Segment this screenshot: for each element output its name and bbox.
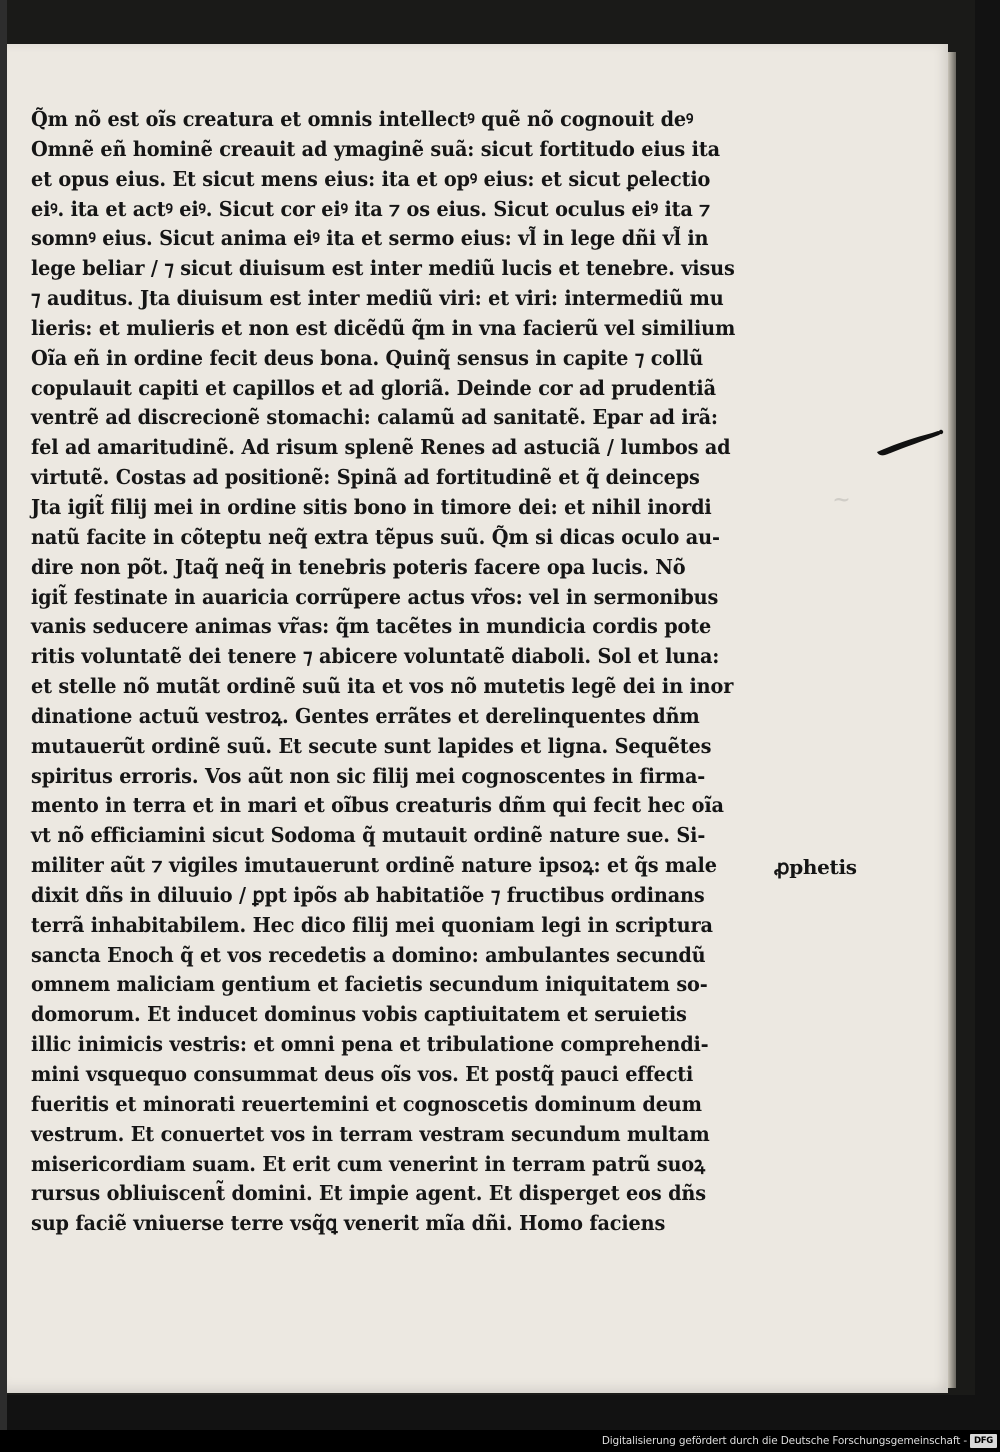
text-line: igit̃ festinate in auaricia corrũpere actus vr̃os: vel in sermonibus	[31, 584, 719, 609]
text-line: dixit dñs in diluuio / ꝑpt ipõs ab habitatiõe ⁊ fructibus ordinans	[31, 882, 705, 907]
text-line: mento in terra et in mari et oĩbus creaturis dñm qui fecit hec oĩa	[31, 793, 724, 818]
text-line: Oĩa eñ in ordine fecit deus bona. Quinq̃ sensus in capite ⁊ collũ	[31, 345, 704, 370]
text-line: et stelle nõ mutãt ordinẽ suũ ita et vos nõ mutetis legẽ dei in inor	[31, 674, 734, 699]
text-line: mini vsquequo consummat deus oĩs vos. Et postq̃ pauci effecti	[31, 1062, 694, 1086]
footer-bar	[0, 1430, 1000, 1452]
text-line: lege beliar / ⁊ sicut diuisum est inter mediũ lucis et tenebre. visus	[31, 256, 735, 281]
text-line: lieris: et mulieris et non est dicẽdũ q̃m in vna facierũ vel similium	[31, 315, 736, 340]
text-line: natũ facite in cõteptu neq̃ extra tẽpus suũ. Q̃m si dicas oculo au-	[31, 524, 720, 549]
text-line: fueritis et minorati reuertemini et cognoscetis dominum deum	[31, 1091, 702, 1116]
text-line: ritis voluntatẽ dei tenere ⁊ abicere voluntatẽ diaboli. Sol et luna:	[31, 644, 720, 669]
text-line: eiꝰ. ita et actꝰ eiꝰ. Sicut cor eiꝰ ita ⁊ os eius. Sicut oculus eiꝰ ita ⁊	[31, 196, 711, 221]
text-line: dire non põt. Jtaq̃ neq̃ in tenebris poteris facere opa lucis. Nõ	[31, 554, 686, 579]
text-line: misericordiam suam. Et erit cum venerint in terram patrũ suoꝝ	[31, 1151, 705, 1176]
text-line: spiritus erroris. Vos aũt non sic filij mei cognoscentes in firma-	[31, 763, 706, 788]
text-line: Jta igit̃ filij mei in ordine sitis bono in timore dei: et nihil inordi	[31, 494, 712, 519]
text-line: et opus eius. Et sicut mens eius: ita et opꝰ eius: et sicut ꝑelectio	[31, 166, 711, 191]
text-line: sup faciẽ vniuerse terre vsq̃ꝗ venerit mĩa dñi. Homo faciens	[31, 1211, 666, 1236]
text-line: Omnẽ eñ hominẽ creauit ad ymaginẽ suã: sicut fortitudo eius ita	[31, 136, 720, 161]
text-line: somnꝰ eius. Sicut anima eiꝰ ita et sermo eius: vl̃ in lege dñi vl̃ in	[31, 226, 709, 251]
printed-text-block	[31, 105, 791, 1239]
funding-notice: Digitalisierung gefördert durch die Deutsche Forschungsgemeinschaft -	[601, 1435, 967, 1447]
margin-note: ꝓphetis	[774, 855, 857, 879]
text-line: vanis seducere animas vr̃as: q̃m tacẽtes in mundicia cordis pote	[31, 614, 712, 639]
text-line: omnem maliciam gentium et facietis secundum iniquitatem so-	[31, 972, 708, 997]
text-line: militer aũt ⁊ vigiles imutauerunt ordinẽ nature ipsoꝝ: et q̃s male	[31, 853, 717, 878]
text-line: ventrẽ ad discrecionẽ stomachi: calamũ ad sanitatẽ. Epar ad irã:	[31, 405, 718, 430]
text-line: rursus obliuiscent̃ domini. Et impie agent. Et disperget eos dñs	[31, 1181, 706, 1206]
text-line: Q̃m nõ est oĩs creatura et omnis intellectꝰ quẽ nõ cognouit deꝰ	[31, 107, 694, 131]
binding-edge	[0, 0, 7, 1452]
page-edge	[948, 52, 956, 1388]
dfg-logo-text: DFG	[974, 1436, 993, 1446]
pointing-hand-mark-icon	[875, 425, 945, 465]
text-line: dinatione actuũ vestroꝝ. Gentes errãtes et derelinquentes dñm	[31, 703, 700, 728]
text-line: domorum. Et inducet dominus vobis captiuitatem et seruietis	[31, 1002, 687, 1027]
text-line: mutauerũt ordinẽ suũ. Et secute sunt lapides et ligna. Sequẽtes	[31, 733, 712, 758]
faint-bleedthrough-mark: ~	[832, 487, 851, 511]
text-line: fel ad amaritudinẽ. Ad risum splenẽ Renes ad astuciã / lumbos ad	[31, 435, 731, 460]
text-line: vestrum. Et conuertet vos in terram vestram secundum multam	[31, 1121, 710, 1146]
text-line: illic inimicis vestris: et omni pena et tribulatione comprehendi-	[31, 1032, 709, 1057]
text-line: sancta Enoch q̃ et vos recedetis a domino: ambulantes secundũ	[31, 942, 706, 967]
text-line: copulauit capiti et capillos et ad gloriã. Deinde cor ad prudentiã	[31, 375, 716, 400]
text-line: ⁊ auditus. Jta diuisum est inter mediũ viri: et viri: intermediũ mu	[31, 286, 724, 311]
dfg-logo	[970, 1434, 997, 1448]
text-line: virtutẽ. Costas ad positionẽ: Spinã ad fortitudinẽ et q̃ deinceps	[31, 465, 700, 490]
text-line: terrã inhabitabilem. Hec dico filij mei quoniam legi in scriptura	[31, 912, 713, 937]
text-line: vt nõ efficiamini sicut Sodoma q̃ mutauit ordinẽ nature sue. Si-	[31, 823, 706, 848]
